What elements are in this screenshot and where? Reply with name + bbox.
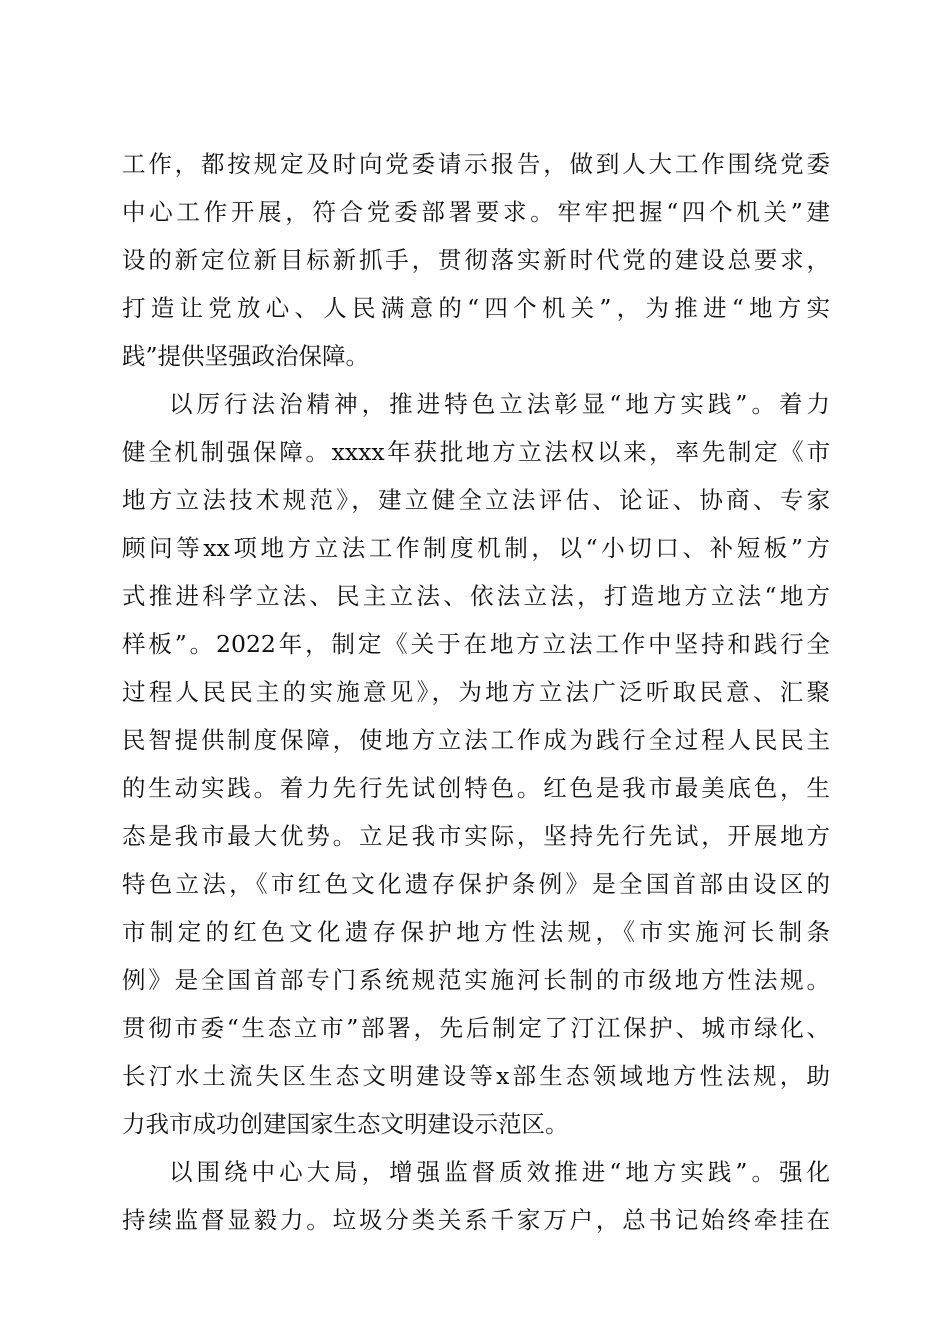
text-line: 市制定的红色文化遗存保护地方性法规，《市实施河长制条 [122,918,830,946]
text-line: 民智提供制度保障，使地方立法工作成为践行全过程人民民主 [122,726,830,754]
text-line: 样板”。2022年，制定《关于在地方立法工作中坚持和践行全 [122,630,830,658]
text-line: 贯彻市委“生态立市”部署，先后制定了汀江保护、城市绿化、 [122,1014,830,1042]
text-line: 式推进科学立法、民主立法、依法立法，打造地方立法“地方 [122,582,830,610]
text-line: 态是我市最大优势。立足我市实际，坚持先行先试，开展地方 [122,822,830,850]
text-line: 打造让党放心、人民满意的“四个机关”，为推进“地方实 [122,294,830,322]
text-line: 地方立法技术规范》，建立健全立法评估、论证、协商、专家 [122,486,830,514]
text-line: 持续监督显毅力。垃圾分类关系千家万户，总书记始终牵挂在 [122,1206,830,1234]
text-line: 践”提供坚强政治保障。 [122,342,370,370]
text-line: 过程人民民主的实施意见》，为地方立法广泛听取民意、汇聚 [122,678,830,706]
text-line: 力我市成功创建国家生态文明建设示范区。 [122,1110,569,1138]
text-line: 工作，都按规定及时向党委请示报告，做到人大工作围绕党委 [122,150,830,178]
text-line: 健全机制强保障。xxxx年获批地方立法权以来，率先制定《市 [122,438,830,466]
paragraph-heading-line: 以厉行法治精神，推进特色立法彰显“地方实践”。着力 [169,390,830,418]
text-line: 的生动实践。着力先行先试创特色。红色是我市最美底色，生 [122,774,830,802]
paragraph-heading-line: 以围绕中心大局，增强监督质效推进“地方实践”。强化 [169,1158,830,1186]
text-line: 顾问等xx项地方立法工作制度机制，以“小切口、补短板”方 [122,534,830,562]
text-line: 特色立法，《市红色文化遗存保护条例》是全国首部由设区的 [122,870,830,898]
text-line: 中心工作开展，符合党委部署要求。牢牢把握“四个机关”建 [122,198,830,226]
text-line: 设的新定位新目标新抓手，贯彻落实新时代党的建设总要求， [122,246,830,274]
text-line: 长汀水土流失区生态文明建设等x部生态领域地方性法规，助 [122,1062,830,1090]
document-body [122,140,830,1244]
text-line: 例》是全国首部专门系统规范实施河长制的市级地方性法规。 [122,966,830,994]
